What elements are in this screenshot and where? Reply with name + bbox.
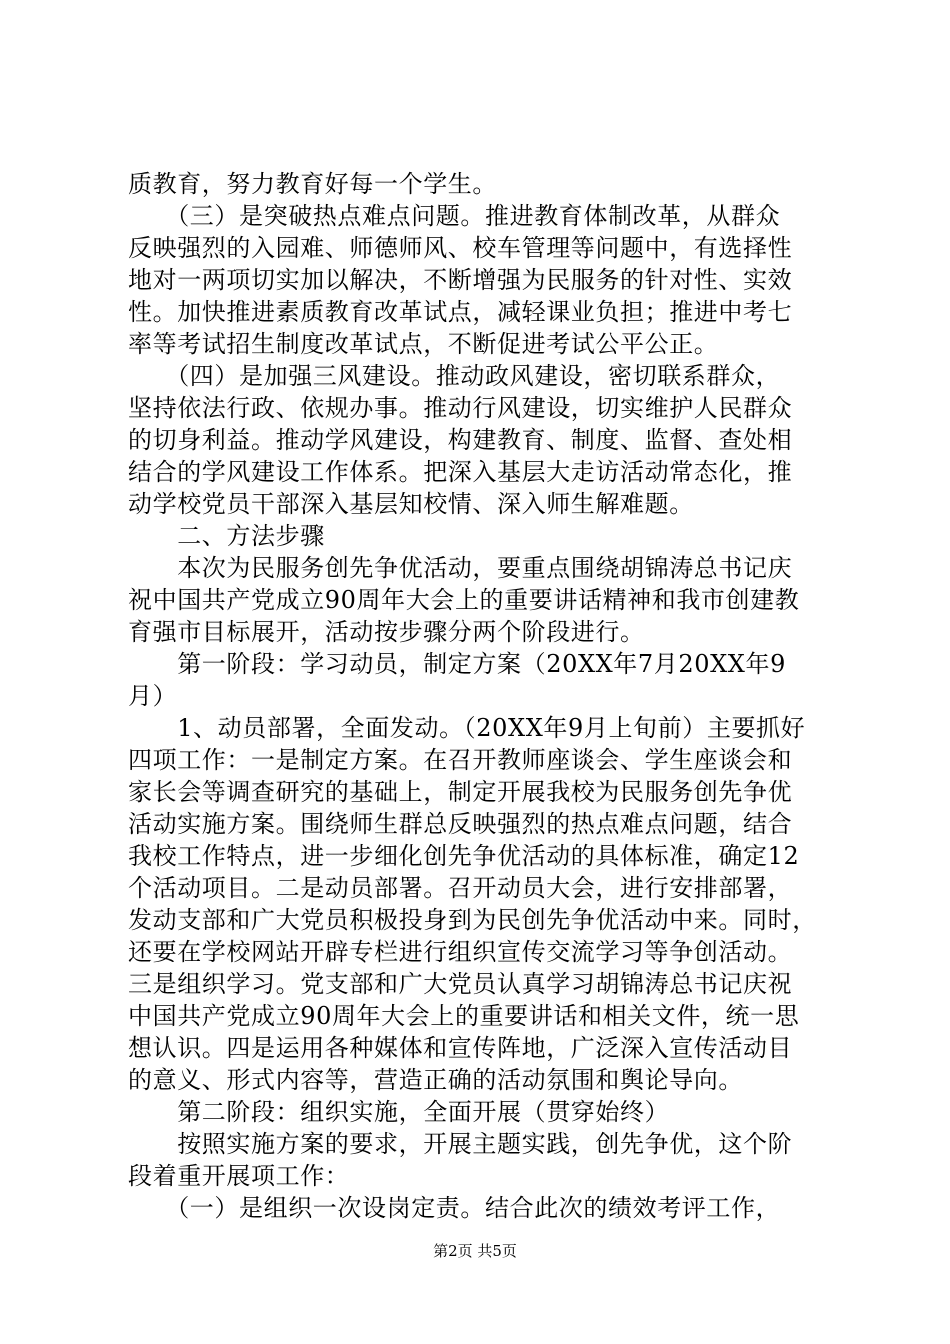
- body-line: 本次为民服务创先争优活动，要重点围绕胡锦涛总书记庆: [128, 554, 793, 582]
- body-line: 动学校党员干部深入基层知校情、深入师生解难题。: [128, 490, 694, 518]
- body-line: 祝中国共产党成立90周年大会上的重要讲话精神和我市创建教: [128, 586, 800, 614]
- body-line: 家长会等调查研究的基础上，制定开展我校为民服务创先争优: [128, 778, 793, 806]
- body-line: 率等考试招生制度改革试点，不断促进考试公平公正。: [128, 330, 719, 358]
- body-line: 四项工作：一是制定方案。在召开教师座谈会、学生座谈会和: [128, 746, 793, 774]
- body-line: （一）是组织一次设岗定责。结合此次的绩效考评工作，: [128, 1194, 781, 1222]
- section-heading: 二、方法步骤: [128, 522, 325, 550]
- body-line: 的意义、形式内容等，营造正确的活动氛围和舆论导向。: [128, 1066, 743, 1094]
- body-line: 的切身利益。推动学风建设，构建教育、制度、监督、查处相: [128, 426, 793, 454]
- stage-heading: 第二阶段：组织实施，全面开展（贯穿始终）: [128, 1098, 670, 1126]
- body-line: 我校工作特点，进一步细化创先争优活动的具体标准，确定12: [128, 842, 800, 870]
- body-line: 三是组织学习。党支部和广大党员认真学习胡锦涛总书记庆祝: [128, 970, 793, 998]
- body-line: 段着重开展项工作：: [128, 1162, 350, 1190]
- body-line: 坚持依法行政、依规办事。推动行风建设，切实维护人民群众: [128, 394, 793, 422]
- body-line: 反映强烈的入园难、师德师风、校车管理等问题中，有选择性: [128, 234, 793, 262]
- body-line: 中国共产党成立90周年大会上的重要讲话和相关文件，统一思: [128, 1002, 800, 1030]
- body-line: 结合的学风建设工作体系。把深入基层大走访活动常态化，推: [128, 458, 793, 486]
- body-line: （四）是加强三风建设。推动政风建设，密切联系群众，: [128, 362, 781, 390]
- stage-heading: 月）: [128, 682, 178, 710]
- body-line: 发动支部和广大党员积极投身到为民创先争优活动中来。同时，: [128, 906, 817, 934]
- body-line: 地对一两项切实加以解决，不断增强为民服务的针对性、实效: [128, 266, 793, 294]
- body-line: 1、动员部署，全面发动。（20XX年9月上旬前）主要抓好: [128, 714, 806, 742]
- document-body: [128, 168, 828, 1224]
- body-line: 性。加快推进素质教育改革试点，减轻课业负担；推进中考七: [128, 298, 793, 326]
- body-line: 质教育，努力教育好每一个学生。: [128, 170, 497, 198]
- body-line: 按照实施方案的要求，开展主题实践，创先争优，这个阶: [128, 1130, 793, 1158]
- body-line: 想认识。四是运用各种媒体和宣传阵地，广泛深入宣传活动目: [128, 1034, 793, 1062]
- body-line: 活动实施方案。围绕师生群总反映强烈的热点难点问题，结合: [128, 810, 793, 838]
- body-line: 还要在学校网站开辟专栏进行组织宣传交流学习等争创活动。: [128, 938, 793, 966]
- body-line: （三）是突破热点难点问题。推进教育体制改革，从群众: [128, 202, 781, 230]
- stage-heading: 第一阶段：学习动员，制定方案（20XX年7月20XX年9: [128, 650, 786, 678]
- page-number-footer: 第2页 共5页: [433, 1242, 517, 1260]
- body-line: 个活动项目。二是动员部署。召开动员大会，进行安排部署，: [128, 874, 793, 902]
- body-line: 育强市目标展开，活动按步骤分两个阶段进行。: [128, 618, 645, 646]
